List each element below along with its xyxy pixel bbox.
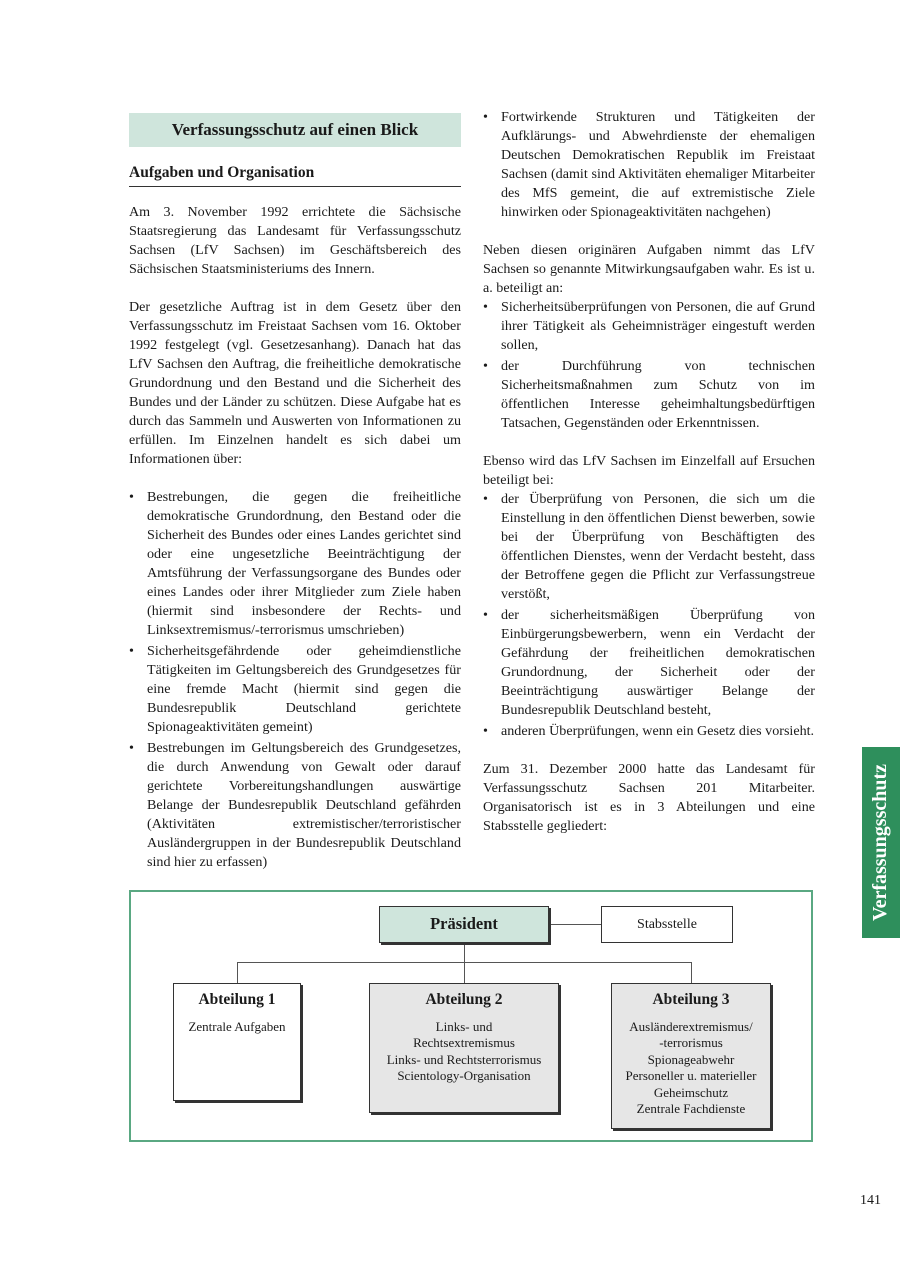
list-item: • Bestrebungen, die gegen die freiheitliche demokratische Grundordnung, den Bestand oder die Sicherheit des Bundes oder eines Landes gerichtet sind oder eine ungesetzliche Beeinträchtigung der Amtsführung der Verfassungsorgane des Bundes oder eines Landes oder ihrer Mitglieder zum Ziele haben (hiermit sind insbesondere der Rechts- und Linksextremismus/-terrorismus umschrieben) [129, 488, 461, 640]
connector-line [691, 962, 692, 983]
org-box-line: Links- und Rechtsterrorismus [386, 1051, 542, 1067]
org-box-line: Zentrale Aufgaben [188, 1018, 286, 1034]
section-heading: Aufgaben und Organisation [129, 163, 461, 187]
connector-line [237, 962, 238, 983]
org-box-title: Abteilung 1 [198, 991, 276, 1008]
bullet-list [483, 108, 815, 222]
bullet-list [129, 488, 461, 872]
paragraph: Am 3. November 1992 errichtete die Sächsische Staatsregierung das Landesamt für Verfassungsschutz Sachsen (LfV Sachsen) im Geschäftsbereich des Sächsischen Staatsministeriums des Innern. [129, 204, 461, 277]
list-item: • Fortwirkende Strukturen und Tätigkeiten der Aufklärungs- und Abwehrdienste der ehemaligen Deutschen Demokratischen Republik im Freistaat Sachsen (damit sind Aktivitäten ehemaliger Mitarbeiter des MfS gemeint, die auf extremistische Ziele hinwirken oder Spionageaktivitäten nachgehen) [483, 108, 815, 222]
list-item: • der sicherheitsmäßigen Überprüfung von Einbürgerungsbewerbern, wenn ein Verdacht der Gefährdung der freiheitlichen demokratischen Grundordnung, der Sicherheit oder der Beeinträchtigung auswärtiger Belange der Bundesrepublik Deutschland besteht, [483, 606, 815, 720]
org-box-line: Zentrale Fachdienste [636, 1101, 746, 1116]
left-column [129, 108, 461, 891]
list-item: • Sicherheitsüberprüfungen von Personen, die auf Grund ihrer Tätigkeit als Geheimnisträger eingestuft werden sollen, [483, 298, 815, 355]
org-box-line: Personeller u. materieller [625, 1068, 757, 1083]
org-box-line: -terrorismus [659, 1035, 723, 1050]
org-box-line: Links- und [435, 1018, 493, 1034]
org-box-title: Abteilung 2 [425, 991, 503, 1008]
list-item: • der Durchführung von technischen Sicherheitsmaßnahmen zum Schutz von im öffentlichen Interesse geheimhaltungsbedürftigen Tatsachen, Gegenständen oder Erkenntnissen. [483, 357, 815, 433]
org-president: Präsident [379, 906, 549, 943]
org-box-title: Abteilung 3 [652, 991, 730, 1008]
org-box-line: Scientology-Organisation [397, 1068, 531, 1083]
org-abteilung-1 [173, 983, 301, 1101]
list-item: • Sicherheitsgefährdende oder geheimdienstliche Tätigkeiten im Geltungsbereich des Grundgesetzes für eine fremde Macht (hiermit sind gegen die Bundesrepublik Deutschland gerichtete Spionageaktivitäten gemeint) [129, 642, 461, 737]
right-column [483, 108, 815, 855]
paragraph: Der gesetzliche Auftrag ist in dem Gesetz über den Verfassungsschutz im Freistaat Sachsen vom 16. Oktober 1992 festgelegt (vgl. Gesetzesanhang). Danach hat das LfV Sachsen den Auftrag, die freiheitliche demokratische Grundordnung und den Bestand und die Sicherheit des Bundes und der Länder zu schützen. Diese Aufgabe hat es durch das Sammeln und Auswerten von Informationen zu erfüllen. Im Einzelnen handelt es sich dabei um Informationen über: [129, 299, 461, 467]
org-box-line: Rechtsextremismus [413, 1035, 515, 1050]
page-number: 141 [860, 1193, 881, 1208]
org-box-line: Ausländerextremismus/ [629, 1018, 753, 1034]
bullet-list [483, 298, 815, 433]
side-tab [862, 747, 900, 938]
paragraph: Neben diesen originären Aufgaben nimmt das LfV Sachsen so genannte Mitwirkungsaufgaben wahr. Es ist u. a. beteiligt an: [483, 242, 815, 296]
org-box-line: Geheimschutz [653, 1084, 729, 1100]
paragraph: Ebenso wird das LfV Sachsen im Einzelfall auf Ersuchen beteiligt bei: [483, 453, 815, 488]
org-stabsstelle: Stabsstelle [601, 906, 733, 943]
list-item: • anderen Überprüfungen, wenn ein Gesetz dies vorsieht. [483, 722, 815, 741]
side-tab-label: Verfassungsschutz [869, 763, 892, 922]
org-abteilung-3 [611, 983, 771, 1129]
box-title: Verfassungsschutz auf einen Blick [129, 113, 461, 147]
connector-line [237, 962, 691, 963]
org-chart [129, 890, 813, 1142]
list-item: • der Überprüfung von Personen, die sich um die Einstellung in den öffentlichen Dienst bewerben, sowie bei der Überprüfung von Beschäftigten des öffentlichen Dienstes, wenn der Verdacht besteht, dass der Betroffene gegen die Pflicht zur Verfassungstreue verstößt, [483, 490, 815, 604]
org-box-line: Spionageabwehr [647, 1051, 735, 1067]
connector-line [464, 943, 465, 983]
list-item: • Bestrebungen im Geltungsbereich des Grundgesetzes, die durch Anwendung von Gewalt oder darauf gerichtete Vorbereitungshandlungen auswärtige Belange der Bundesrepublik Deutschland gefährden (Aktivitäten extremistischer/terroristischer Ausländergruppen in der Bundesrepublik Deutschland sind hier zu erfassen) [129, 739, 461, 872]
bullet-list [483, 490, 815, 741]
connector-line [549, 924, 601, 925]
paragraph: Zum 31. Dezember 2000 hatte das Landesamt für Verfassungsschutz Sachsen 201 Mitarbeiter. Organisatorisch ist es in 3 Abteilungen und eine Stabsstelle gegliedert: [483, 761, 815, 834]
org-abteilung-2 [369, 983, 559, 1113]
